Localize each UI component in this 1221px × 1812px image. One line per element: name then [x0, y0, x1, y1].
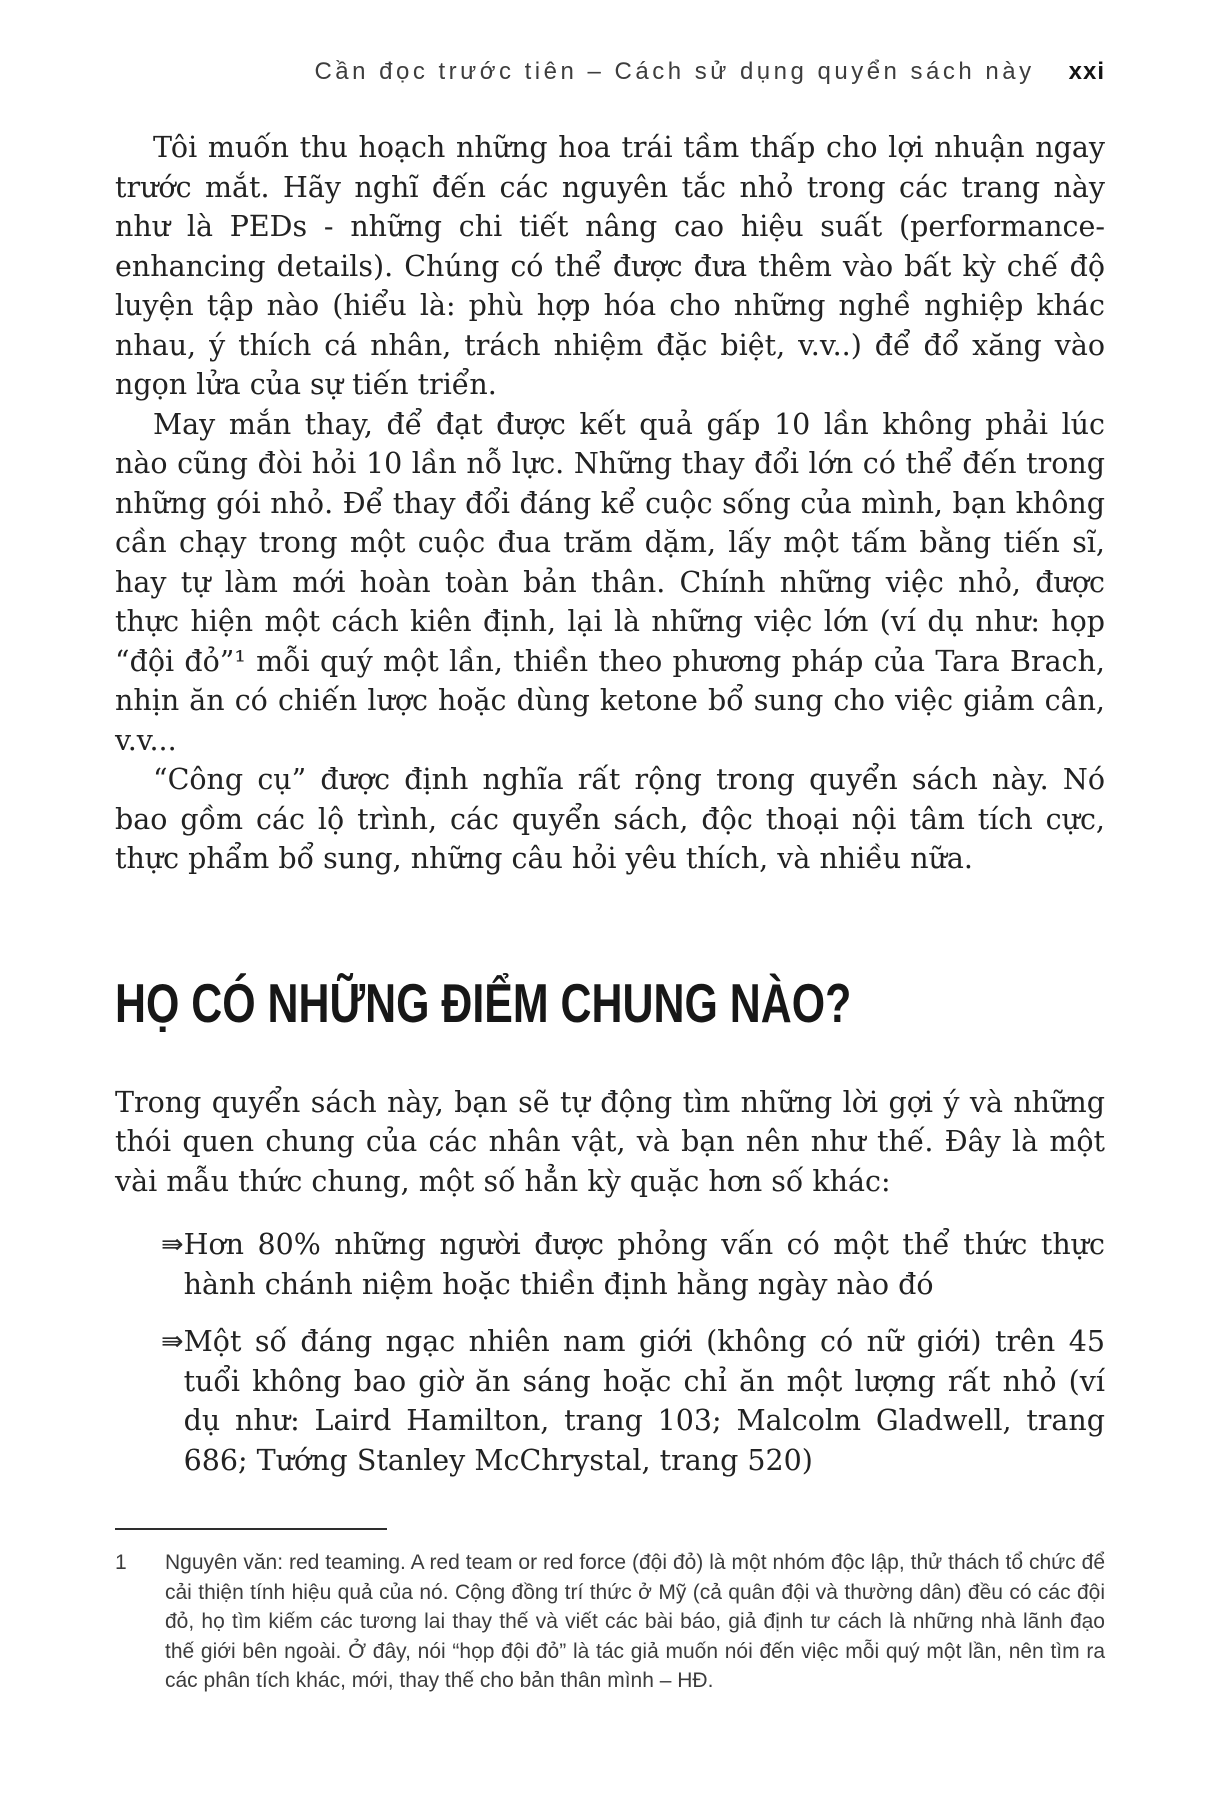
- footnote-area: [115, 1528, 1105, 1696]
- list-item: [115, 1225, 1105, 1304]
- running-header-title: Cần đọc trước tiên – Cách sử dụng quyển sách này: [314, 58, 1035, 85]
- arrow-bullet-icon: ⇛: [161, 1326, 184, 1357]
- footnote-number: 1: [115, 1551, 127, 1574]
- bullet-text: Một số đáng ngạc nhiên nam giới (không có nữ giới) trên 45 tuổi không bao giờ ăn sáng hoặc chỉ ăn một lượng rất nhỏ (ví dụ như: Laird Hamilton, trang 103; Malcolm Gladwell, trang 686; Tướng Stanley McChrystal, trang 520): [183, 1325, 1105, 1477]
- bullet-list: [115, 1225, 1105, 1480]
- arrow-bullet-icon: ⇛: [161, 1229, 184, 1260]
- body-text: [115, 128, 1105, 879]
- section-intro: Trong quyển sách này, bạn sẽ tự động tìm những lời gợi ý và những thói quen chung của các nhân vật, và bạn nên như thế. Đây là một vài mẫu thức chung, một số hẳn kỳ quặc hơn số khác:: [115, 1085, 1105, 1198]
- paragraph: May mắn thay, để đạt được kết quả gấp 10 lần không phải lúc nào cũng đòi hỏi 10 lần nỗ lực. Những thay đổi lớn có thể đến trong những gói nhỏ. Để thay đổi đáng kể cuộc sống của mình, bạn không cần chạy trong một cuộc đua trăm dặm, lấy một tấm bằng tiến sĩ, hay tự làm mới hoàn toàn bản thân. Chính những việc nhỏ, được thực hiện một cách kiên định, lại là những việc lớn (ví dụ như: họp “đội đỏ”¹ mỗi quý một lần, thiền theo phương pháp của Tara Brach, nhịn ăn có chiến lược hoặc dùng ketone bổ sung cho việc giảm cân, v.v...: [115, 407, 1105, 757]
- footnote: [115, 1548, 1105, 1696]
- page-number: xxi: [1068, 58, 1105, 85]
- footnote-divider: [115, 1528, 387, 1530]
- section-heading: HỌ CÓ NHỮNG ĐIỂM CHUNG NÀO?: [115, 971, 852, 1034]
- running-header: [115, 58, 1105, 86]
- paragraph: Tôi muốn thu hoạch những hoa trái tầm thấp cho lợi nhuận ngay trước mắt. Hãy nghĩ đến các nguyên tắc nhỏ trong các trang này như là PEDs - những chi tiết nâng cao hiệu suất (performance-enhancing details). Chúng có thể được đưa thêm vào bất kỳ chế độ luyện tập nào (hiểu là: phù hợp hóa cho những nghề nghiệp khác nhau, ý thích cá nhân, trách nhiệm đặc biệt, v.v..) để đổ xăng vào ngọn lửa của sự tiến triển.: [115, 131, 1105, 401]
- list-item: [115, 1322, 1105, 1480]
- paragraph: “Công cụ” được định nghĩa rất rộng trong quyển sách này. Nó bao gồm các lộ trình, các quyển sách, độc thoại nội tâm tích cực, thực phẩm bổ sung, những câu hỏi yêu thích, và nhiều nữa.: [115, 763, 1105, 875]
- footnote-text: Nguyên văn: red teaming. A red team or red force (đội đỏ) là một nhóm độc lập, thử thách tổ chức để cải thiện tính hiệu quả của nó. Cộng đồng trí thức ở Mỹ (cả quân đội và thường dân) đều có các đội đỏ, họ tìm kiếm các tương lai thay thế và viết các bài báo, giả định tư cách là những nhà lãnh đạo thế giới bên ngoài. Ở đây, nói “họp đội đỏ” là tác giả muốn nói đến việc mỗi quý một lần, nên tìm ra các phân tích khác, mới, thay thế cho bản thân mình – HĐ.: [165, 1551, 1105, 1692]
- bullet-text: Hơn 80% những người được phỏng vấn có một thể thức thực hành chánh niệm hoặc thiền định hằng ngày nào đó: [183, 1228, 1105, 1301]
